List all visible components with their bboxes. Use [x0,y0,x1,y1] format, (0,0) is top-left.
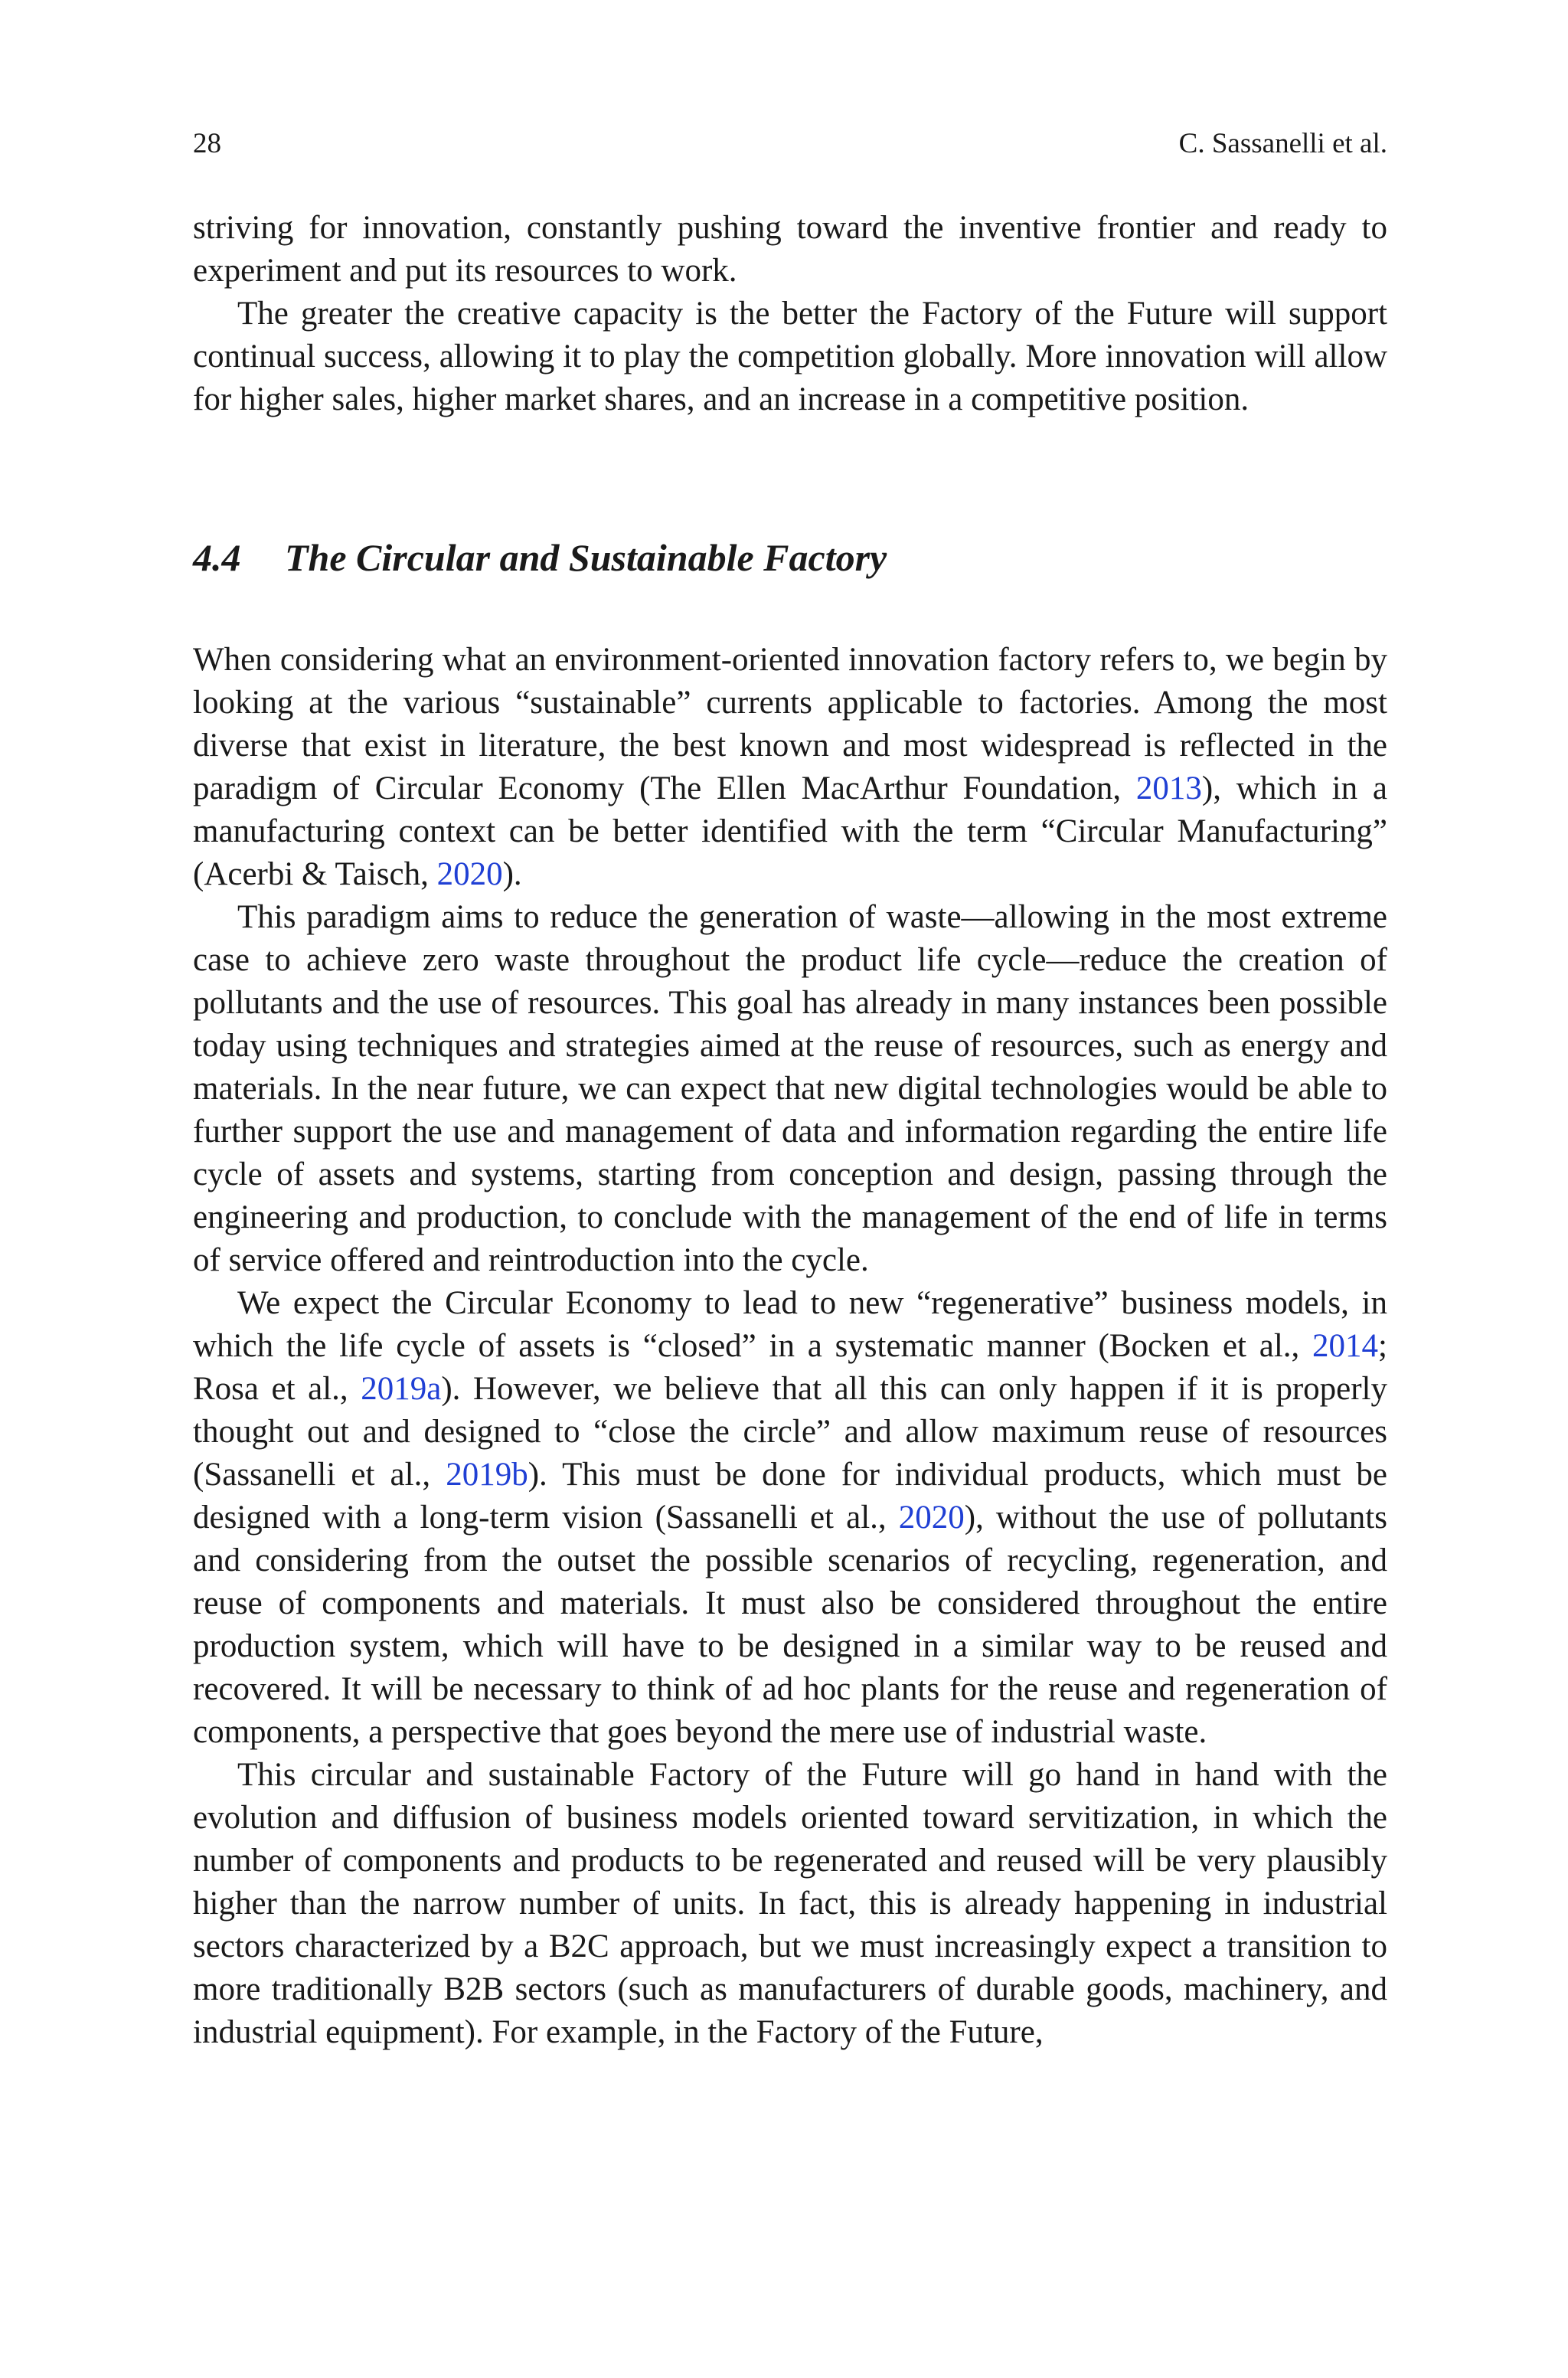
intro-text [193,207,1387,421]
paragraph-1-text: ), which in a manufacturing context can be better identified with the term “Circular Manufacturing” (Acerbi & Taisch, [193,770,1387,892]
citation-link-2020[interactable]: 2020 [436,856,503,892]
citation-link-2019a[interactable]: 2019a [361,1371,442,1407]
intro-paragraph-continued: striving for innovation, constantly pushing toward the inventive frontier and ready to experiment and put its resources to work. [193,210,1387,289]
paragraph-2: This paradigm aims to reduce the generation of waste—allowing in the most extreme case to achieve zero waste throughout the product life cycle—reduce the creation of pollutants and the use of resources. This goal has already in many instances been possible today using techniques and strategies aimed at the reuse of resources, such as energy and materials. In the near future, we can expect that new digital technologies would be able to further support the use and management of data and information regarding the entire life cycle of assets and systems, starting from conception and design, passing through the engineering and production, to conclude with the management of the end of life in terms of service offered and reintroduction into the cycle. [193,899,1387,1278]
citation-link-2019b[interactable]: 2019b [446,1457,528,1493]
section-heading [193,533,1387,582]
citation-link-2014[interactable]: 2014 [1312,1328,1379,1364]
running-head-authors: C. Sassanelli et al. [1178,128,1387,159]
paragraph-3-text: ; Rosa et al., [193,1328,1387,1407]
citation-link-2013[interactable]: 2013 [1135,770,1202,806]
paragraph-3-text: ). This must be done for individual products, which must be designed with a long-term vision (Sassanelli et al., [193,1457,1387,1536]
paragraph-3-text: ), without the use of pollutants and considering from the outset the possible scenarios of recycling, regeneration, and reuse of components and materials. It must also be considered throughout the entire production system, which will have to be designed in a similar way to be reused and recovered. It will be necessary to think of ad hoc plants for the reuse and regeneration of components, a perspective that goes beyond the mere use of industrial waste. [193,1500,1387,1750]
paragraph-1-text: When considering what an environment-oriented innovation factory refers to, we begin by looking at the various “sustainable” currents applicable to factories. Among the most diverse that exist in literature, the best known and most widespread is reflected in the paradigm of Circular Economy (The Ellen MacArthur Foundation, [193,642,1387,806]
paragraph-4: This circular and sustainable Factory of the Future will go hand in hand with the evolution and diffusion of business models oriented toward servitization, in which the number of components and products to be regenerated and reused will be very plausibly higher than the narrow number of units. In fact, this is already happening in industrial sectors characterized by a B2C approach, but we must increasingly expect a transition to more traditionally B2B sectors (such as manufacturers of durable goods, machinery, and industrial equipment). For example, in the Factory of the Future, [193,1757,1387,2050]
paragraph-1 [193,639,1387,896]
section-body [193,639,1387,2054]
running-head [193,123,1387,165]
paragraph-3-text: We expect the Circular Economy to lead to new “regenerative” business models, in which the life cycle of assets is “closed” in a systematic manner (Bocken et al., [193,1285,1387,1364]
citation-link-2020[interactable]: 2020 [898,1500,965,1536]
intro-paragraph: The greater the creative capacity is the better the Factory of the Future will support continual success, allowing it to play the competition globally. More innovation will allow for higher sales, higher market shares, and an increase in a competitive position. [193,296,1387,417]
paragraph-3-text: ). However, we believe that all this can only happen if it is properly thought out and designed to “close the circle” and allow maximum reuse of resources (Sassanelli et al., [193,1371,1387,1493]
section-number: 4.4 [193,536,241,579]
section-title: The Circular and Sustainable Factory [285,536,887,579]
paragraph-3 [193,1282,1387,1754]
page-number: 28 [193,128,221,159]
paragraph-1-text: ). [502,856,522,892]
